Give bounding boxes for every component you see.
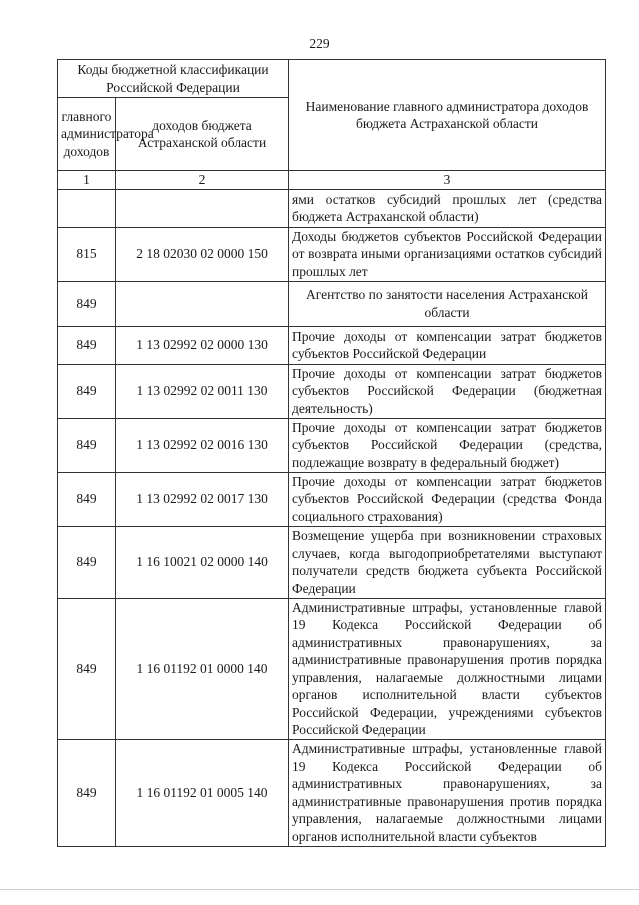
income-code: 2 18 02030 02 0000 150 xyxy=(116,227,289,281)
table-row xyxy=(58,739,606,846)
column-number-row xyxy=(58,171,606,190)
header-group-title: Коды бюджетной классификации Российской Федерации xyxy=(58,60,289,98)
admin-code: 849 xyxy=(58,739,116,846)
table-row xyxy=(58,326,606,364)
admin-code: 849 xyxy=(58,526,116,598)
admin-code: 849 xyxy=(58,418,116,472)
table-row xyxy=(58,281,606,326)
table-row xyxy=(58,227,606,281)
header-col1-title: главного администратора доходов xyxy=(58,98,116,171)
income-name: Прочие доходы от компенсации затрат бюджетов субъектов Российской Федерации xyxy=(289,326,606,364)
income-name: ями остатков субсидий прошлых лет (средства бюджета Астраханской области) xyxy=(289,189,606,227)
header-col2-title: доходов бюджета Астраханской области xyxy=(116,98,289,171)
admin-code: 849 xyxy=(58,281,116,326)
income-name: Возмещение ущерба при возникновении страховых случаев, когда выгодоприобретателями выступают получатели средств бюджета субъекта Российской Федерации xyxy=(289,526,606,598)
agency-name: Агентство по занятости населения Астраханской области xyxy=(289,281,606,326)
table-row xyxy=(58,472,606,526)
income-name: Прочие доходы от компенсации затрат бюджетов субъектов Российской Федерации (средства, подлежащие возврату в федеральный бюджет) xyxy=(289,418,606,472)
header-col3-title: Наименование главного администратора доходов бюджета Астраханской области xyxy=(289,60,606,171)
admin-code: 849 xyxy=(58,364,116,418)
income-code: 1 16 10021 02 0000 140 xyxy=(116,526,289,598)
admin-code: 849 xyxy=(58,598,116,739)
income-code: 1 13 02992 02 0011 130 xyxy=(116,364,289,418)
admin-code: 849 xyxy=(58,326,116,364)
income-code: 1 13 02992 02 0000 130 xyxy=(116,326,289,364)
income-name: Административные штрафы, установленные главой 19 Кодекса Российской Федерации об административных правонарушениях, за административные правонарушения против порядка управления, налагаемые должностными лицами органов исполнительной власти субъектов Российской Федерации, учреждениями субъектов Российской Федерации xyxy=(289,598,606,739)
income-code xyxy=(116,281,289,326)
table-row xyxy=(58,364,606,418)
income-code: 1 13 02992 02 0017 130 xyxy=(116,472,289,526)
table-row xyxy=(58,418,606,472)
page-number: 229 xyxy=(309,36,330,51)
income-name: Доходы бюджетов субъектов Российской Федерации от возврата иными организациями остатков субсидий прошлых лет xyxy=(289,227,606,281)
income-name: Административные штрафы, установленные главой 19 Кодекса Российской Федерации об административных правонарушениях, за административные правонарушения против порядка управления, налагаемые должностными лицами органов исполнительной власти субъектов xyxy=(289,739,606,846)
admin-code xyxy=(58,189,116,227)
income-code: 1 16 01192 01 0005 140 xyxy=(116,739,289,846)
column-number: 3 xyxy=(289,171,606,190)
budget-classification-table xyxy=(57,59,606,847)
table-row xyxy=(58,598,606,739)
column-number: 2 xyxy=(116,171,289,190)
admin-code: 849 xyxy=(58,472,116,526)
income-code: 1 16 01192 01 0000 140 xyxy=(116,598,289,739)
page-bottom-divider xyxy=(0,889,639,890)
table-header-row xyxy=(58,60,606,98)
admin-code: 815 xyxy=(58,227,116,281)
table-row xyxy=(58,189,606,227)
income-name: Прочие доходы от компенсации затрат бюджетов субъектов Российской Федерации (бюджетная деятельность) xyxy=(289,364,606,418)
column-number: 1 xyxy=(58,171,116,190)
income-code: 1 13 02992 02 0016 130 xyxy=(116,418,289,472)
income-name: Прочие доходы от компенсации затрат бюджетов субъектов Российской Федерации (средства Фонда социального страхования) xyxy=(289,472,606,526)
table-row xyxy=(58,526,606,598)
income-code xyxy=(116,189,289,227)
